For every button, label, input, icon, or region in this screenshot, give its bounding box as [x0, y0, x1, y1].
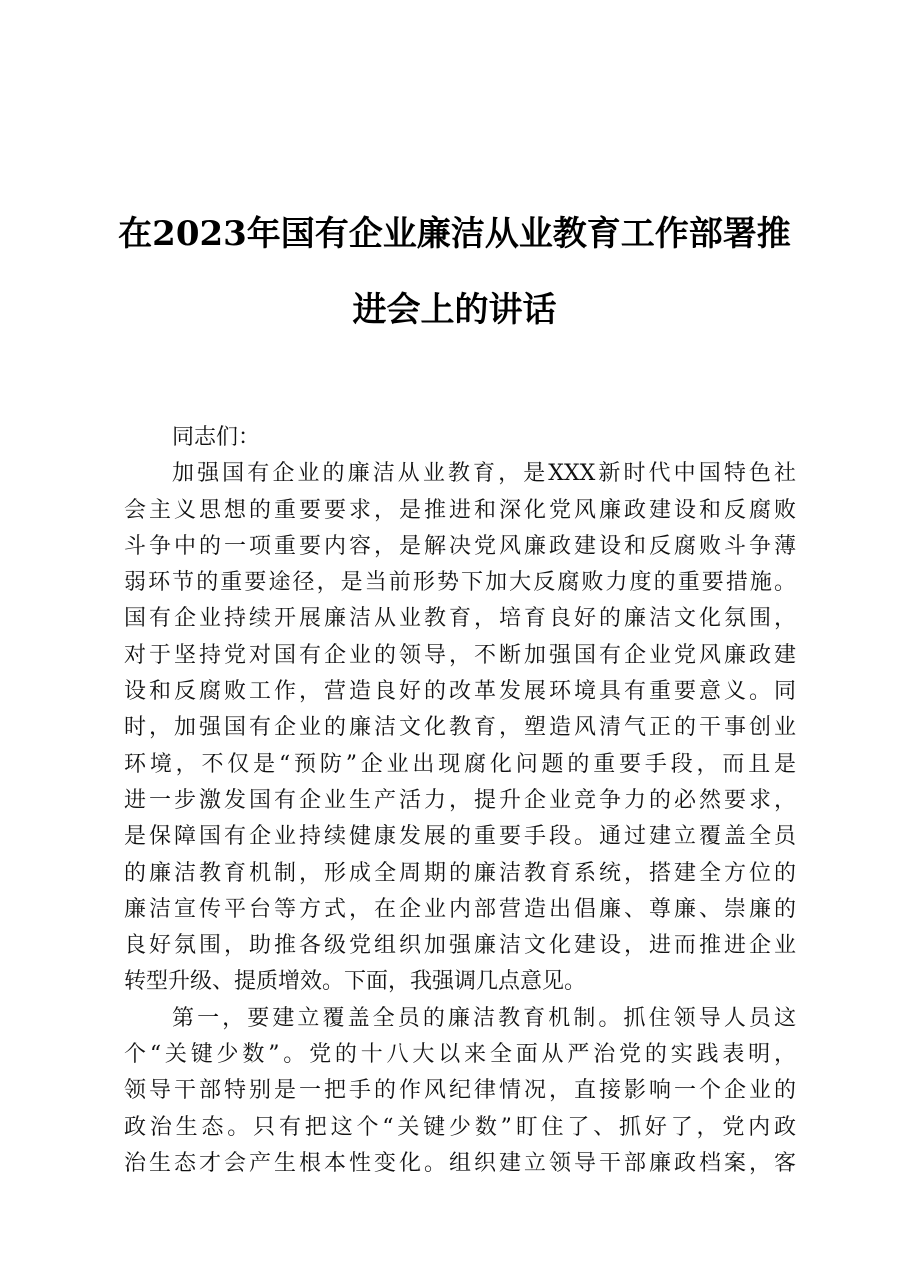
body-line: 领导干部特别是一把手的作风纪律情况，直接影响一个企业的 [124, 1078, 796, 1104]
title-line-2: 进会上的讲话 [352, 290, 557, 330]
body-line: 弱环节的重要途径，是当前形势下加大反腐败力度的重要措施。 [124, 570, 796, 596]
body-line: 环境，不仅是“预防”企业出现腐化问题的重要手段，而且是 [124, 751, 796, 777]
body-line: 良好氛围，助推各级党组织加强廉洁文化建设，进而推进企业 [124, 933, 796, 959]
body-line: 治生态才会产生根本性变化。组织建立领导干部廉政档案，客 [124, 1150, 796, 1176]
body-line: 第一，要建立覆盖全员的廉洁教育机制。抓住领导人员这 [172, 1005, 796, 1031]
body-line: 廉洁宣传平台等方式，在企业内部营造出倡廉、尊廉、崇廉的 [124, 896, 796, 922]
body-line: 设和反腐败工作，营造良好的改革发展环境具有重要意义。同 [124, 679, 796, 705]
body-line: 时，加强国有企业的廉洁文化教育，塑造风清气正的干事创业 [124, 715, 796, 741]
body-line: 进一步激发国有企业生产活力，提升企业竞争力的必然要求， [124, 787, 796, 813]
body-line: 个“关键少数”。党的十八大以来全面从严治党的实践表明， [124, 1042, 796, 1068]
body-line: 会主义思想的重要要求，是推进和深化党风廉政建设和反腐败 [124, 497, 796, 523]
document-body [124, 420, 796, 1182]
body-line: 斗争中的一项重要内容，是解决党风廉政建设和反腐败斗争薄 [124, 533, 796, 559]
body-line: 的廉洁教育机制，形成全周期的廉洁教育系统，搭建全方位的 [124, 860, 796, 886]
body-line: 对于坚持党对国有企业的领导，不断加强国有企业党风廉政建 [124, 642, 796, 668]
document-title [110, 196, 799, 348]
body-line: 同志们： [172, 425, 261, 450]
body-line: 转型升级、提质增效。下面，我强调几点意见。 [124, 969, 587, 995]
body-line: 国有企业持续开展廉洁从业教育，培育良好的廉洁文化氛围， [124, 606, 796, 632]
body-line: 政治生态。只有把这个“关键少数”盯住了、抓好了，党内政 [124, 1114, 796, 1140]
body-line: 是保障国有企业持续健康发展的重要手段。通过建立覆盖全员 [124, 824, 796, 850]
body-line: 加强国有企业的廉洁从业教育，是XXX新时代中国特色社 [172, 461, 796, 487]
title-line-1: 在2023年国有企业廉洁从业教育工作部署推 [118, 214, 791, 254]
